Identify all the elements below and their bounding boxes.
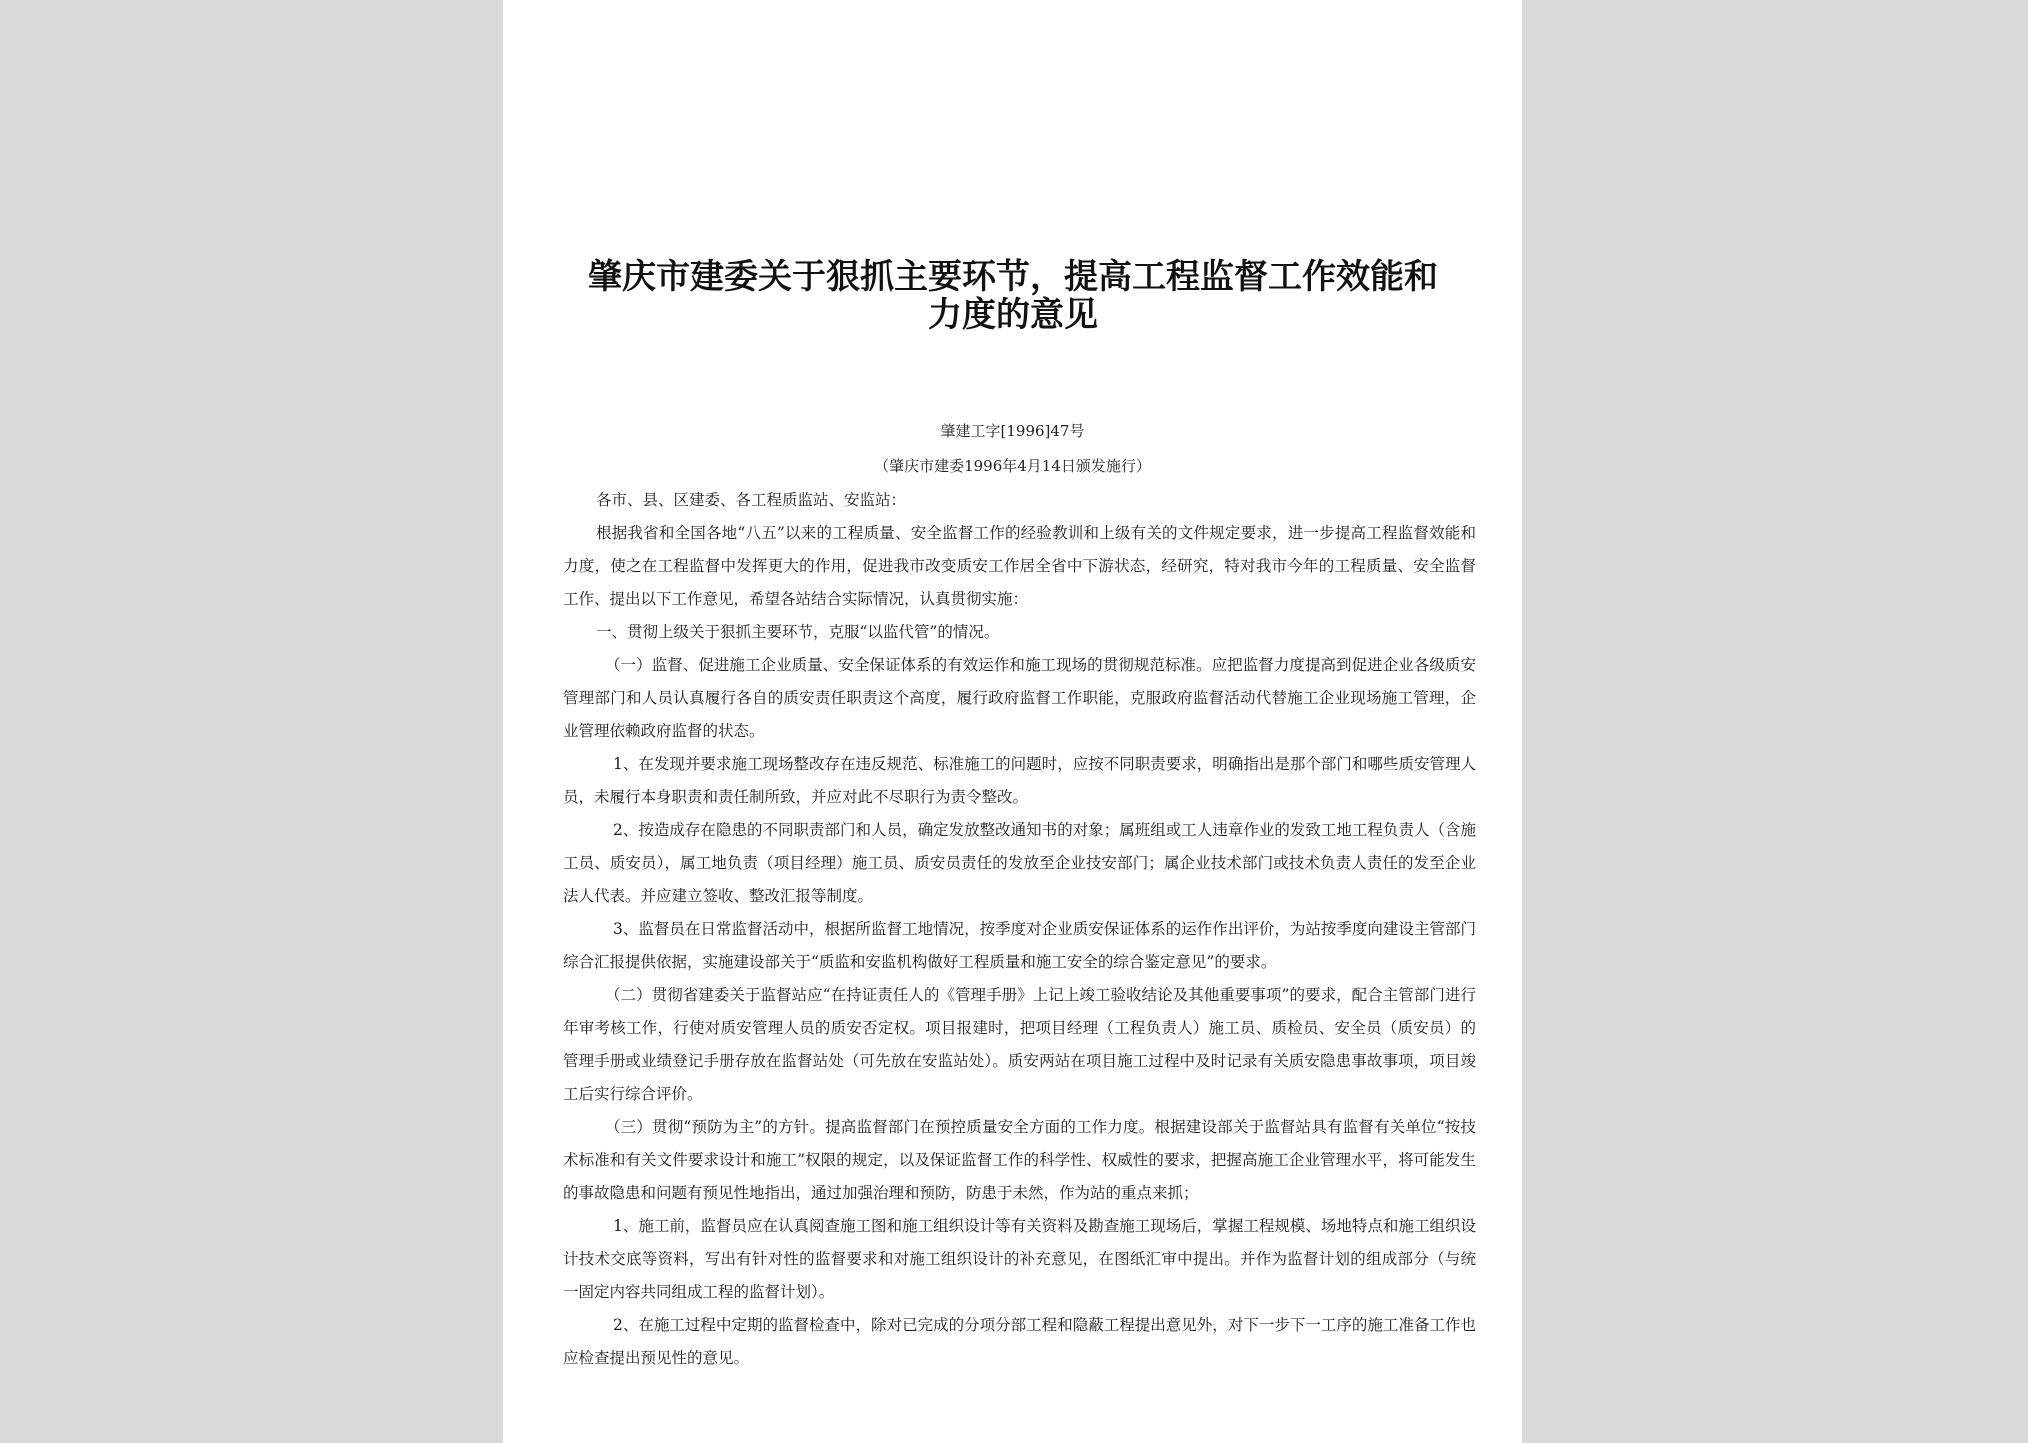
paragraph: （一）监督、促进施工企业质量、安全保证体系的有效运作和施工现场的贯彻规范标准。应把监督力度提高到促进企业各级质安管理部门和人员认真履行各自的质安责任职责这个高度，履行政府监督工作职能，克服政府监督活动代替施工企业现场施工管理，企业管理依赖政府监督的状态。 xyxy=(563,656,1476,740)
paragraph: 根据我省和全国各地“八五”以来的工程质量、安全监督工作的经验教训和上级有关的文件规定要求，进一步提高工程监督效能和力度，使之在工程监督中发挥更大的作用，促进我市改变质安工作居全省中下游状态，经研究，特对我市今年的工程质量、安全监督工作、提出以下工作意见，希望各站结合实际情况，认真贯彻实施： xyxy=(563,524,1476,608)
document-title: 肇庆市建委关于狠抓主要环节，提高工程监督工作效能和力度的意见 xyxy=(588,257,1438,335)
list-item: 2、在施工过程中定期的监督检查中，除对已完成的分项分部工程和隐蔽工程提出意见外，对下一步下一工序的施工准备工作也应检查提出预见性的意见。 xyxy=(563,1316,1476,1367)
salutation: 各市、县、区建委、各工程质监站、安监站： xyxy=(596,491,907,509)
list-item: 1、施工前，监督员应在认真阅查施工图和施工组织设计等有关资料及勘查施工现场后，掌握工程规模、场地特点和施工组织设计技术交底等资料，写出有针对性的监督要求和对施工组织设计的补充意见，在图纸汇审中提出。并作为监督计划的组成部分（与统一固定内容共同组成工程的监督计划）。 xyxy=(563,1217,1476,1301)
document-page xyxy=(503,0,1522,1443)
paragraph: （三）贯彻“预防为主”的方针。提高监督部门在预控质量安全方面的工作力度。根据建设部关于监督站具有监督有关单位“按技术标准和有关文件要求设计和施工”权限的规定，以及保证监督工作的科学性、权威性的要求，把握高施工企业管理水平，将可能发生的事故隐患和问题有预见性地指出，通过加强治理和预防，防患于未然，作为站的重点来抓； xyxy=(563,1118,1476,1202)
paragraph: （二）贯彻省建委关于监督站应“在持证责任人的《管理手册》上记上竣工验收结论及其他重要事项”的要求，配合主管部门进行年审考核工作，行使对质安管理人员的质安否定权。项目报建时，把项目经理（工程负责人）施工员、质检员、安全员（质安员）的管理手册或业绩登记手册存放在监督站处（可先放在安监站处）。质安两站在项目施工过程中及时记录有关质安隐患事故事项，项目竣工后实行综合评价。 xyxy=(563,986,1476,1103)
list-item: 1、在发现并要求施工现场整改存在违反规范、标准施工的问题时，应按不同职责要求，明确指出是那个部门和哪些质安管理人员，未履行本身职责和责任制所致，并应对此不尽职行为责令整改。 xyxy=(563,755,1476,806)
document-number: 肇建工字[1996]47号 xyxy=(940,422,1085,440)
section-heading: 一、贯彻上级关于狠抓主要环节，克服“以监代管”的情况。 xyxy=(596,623,1000,641)
list-item: 2、按造成存在隐患的不同职责部门和人员，确定发放整改通知书的对象；属班组或工人违章作业的发致工地工程负责人（含施工员、质安员），属工地负责（项目经理）施工员、质安员责任的发放至企业技安部门；属企业技术部门或技术负责人责任的发至企业法人代表。并应建立签收、整改汇报等制度。 xyxy=(563,821,1476,905)
list-item: 3、监督员在日常监督活动中，根据所监督工地情况，按季度对企业质安保证体系的运作作出评价，为站按季度向建设主管部门综合汇报提供依据，实施建设部关于“质监和安监机构做好工程质量和施工安全的综合鉴定意见”的要求。 xyxy=(563,920,1476,971)
issue-note: （肇庆市建委1996年4月14日颁发施行） xyxy=(874,457,1151,475)
document-body xyxy=(563,484,1476,1375)
